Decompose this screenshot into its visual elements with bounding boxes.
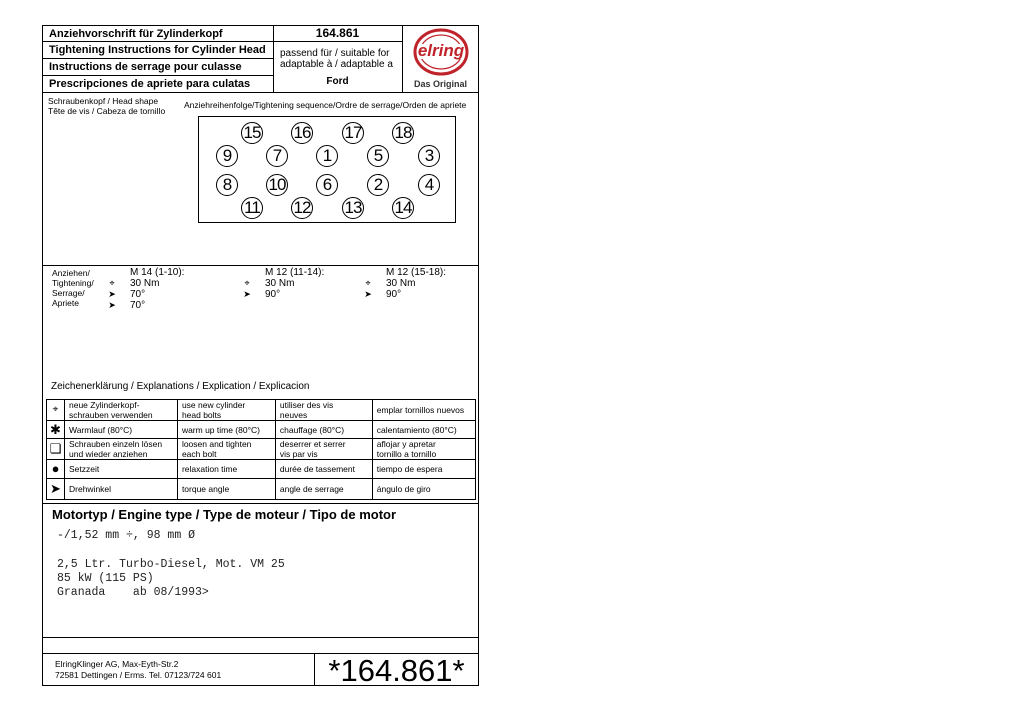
bolt-4: 4: [418, 174, 440, 196]
tightening-label-fr: Serrage/: [52, 288, 85, 298]
engine-title: Motortyp / Engine type / Type de moteur / Tipo de motor: [52, 507, 397, 522]
legend-table: [46, 399, 476, 500]
head-shape-label-2: Tête de vis / Cabeza de tornillo: [48, 106, 166, 116]
tightening-label-en: Tightening/: [52, 278, 94, 288]
tightening-label-de: Anziehen/: [52, 268, 90, 278]
title-de: Anziehvorschrift für Zylinderkopf: [49, 28, 223, 40]
legend-text-en: torque angle: [177, 479, 275, 500]
arrow-icon: ➤: [243, 289, 251, 299]
legend-text-fr: deserrer et serrer vis par vis: [275, 439, 372, 460]
bolt-7: 7: [266, 145, 288, 167]
bolt-8: 8: [216, 174, 238, 196]
arrow-icon: ➤: [108, 289, 116, 299]
tightening-step: [105, 289, 184, 300]
tightening-label-es: Apriete: [52, 298, 79, 308]
legend-text-es: ángulo de giro: [372, 479, 475, 500]
legend-text-de: Schrauben einzeln lösen und wieder anziehen: [65, 439, 178, 460]
bolt-13: 13: [342, 197, 364, 219]
bolt-14: 14: [392, 197, 414, 219]
engine-line-4: Granada ab 08/1993>: [57, 586, 209, 599]
tightening-step-value: 90°: [265, 289, 281, 300]
tightening-group: [105, 267, 184, 311]
bolt-17: 17: [342, 122, 364, 144]
bolt-11: 11: [241, 197, 263, 219]
tightening-step-value: 70°: [130, 289, 146, 300]
legend-text-en: relaxation time: [177, 460, 275, 479]
engine-line-3: 85 kW (115 PS): [57, 572, 154, 585]
legend-text-en: use new cylinder head bolts: [177, 400, 275, 421]
bolt-6: 6: [316, 174, 338, 196]
square-icon: ❏: [47, 439, 65, 460]
legend-row: [47, 400, 476, 421]
company-line-2: 72581 Dettingen / Erms. Tel. 07123/724 601: [55, 670, 222, 680]
legend-text-es: tiempo de espera: [372, 460, 475, 479]
tightening-step: [240, 278, 324, 289]
suitable-line-1: passend für / suitable for: [280, 48, 390, 59]
vehicle-make: Ford: [326, 76, 349, 87]
tightening-step: [361, 278, 446, 289]
new-bolt-icon: ⌖: [244, 278, 250, 288]
new-bolt-icon: ⌖: [365, 278, 371, 288]
arrow-icon: ➤: [47, 479, 65, 500]
legend-text-es: calentamiento (80°C): [372, 421, 475, 439]
legend-text-de: Drehwinkel: [65, 479, 178, 500]
header-bottom-rule: [42, 92, 479, 93]
legend-row: [47, 460, 476, 479]
part-number: 164.861: [315, 26, 360, 40]
legend-text-es: emplar tornillos nuevos: [372, 400, 475, 421]
sequence-diagram: [198, 116, 456, 223]
legend-text-fr: chauffage (80°C): [275, 421, 372, 439]
bolt-10: 10: [266, 174, 288, 196]
header-rule-2: [42, 58, 273, 59]
bolt-3: 3: [418, 145, 440, 167]
legend-text-fr: angle de serrage: [275, 479, 372, 500]
arrow-icon: ➤: [364, 289, 372, 299]
tightening-step: [105, 278, 184, 289]
bolt-2: 2: [367, 174, 389, 196]
tightening-step-value: 30 Nm: [265, 278, 295, 289]
tightening-group-title: M 12 (15-18):: [386, 267, 447, 278]
arrow-icon: ➤: [108, 300, 116, 310]
footer-rule-1: [42, 637, 479, 638]
elring-logo-text: elring: [417, 41, 465, 60]
tightening-step-value: 30 Nm: [130, 278, 160, 289]
elring-logo: [412, 28, 470, 78]
engine-line-1: -/1,52 mm ÷, 98 mm Ø: [57, 529, 196, 542]
sequence-label: Anziehreihenfolge/Tightening sequence/Ordre de serrage/Orden de apriete: [184, 100, 467, 110]
head-shape-label-1: Schraubenkopf / Head shape: [48, 96, 159, 106]
title-en: Tightening Instructions for Cylinder Head: [49, 44, 266, 56]
logo-tagline: Das Original: [413, 79, 467, 89]
tightening-step: [361, 289, 446, 300]
legend-row: [47, 479, 476, 500]
header-rule-1: [42, 41, 402, 42]
tightening-step: [105, 300, 184, 311]
bolt-18: 18: [392, 122, 414, 144]
legend-text-es: aflojar y apretar tornillo a tornillo: [372, 439, 475, 460]
legend-row: [47, 421, 476, 439]
legend-text-fr: utiliser des vis neuves: [275, 400, 372, 421]
legend-row: [47, 439, 476, 460]
company-line-1: ElringKlinger AG, Max-Eyth-Str.2: [55, 659, 179, 669]
tightening-label: [52, 268, 94, 308]
legend-text-en: warm up time (80°C): [177, 421, 275, 439]
barcode-text: *164.861*: [328, 653, 465, 688]
legend-text-de: neue Zylinderkopf- schrauben verwenden: [65, 400, 178, 421]
suitable-line-2: adaptable à / adaptable a: [280, 59, 393, 70]
bolt-1: 1: [316, 145, 338, 167]
new-bolt-icon: ⌖: [109, 278, 115, 288]
asterisk-icon: ✱: [47, 421, 65, 439]
bolt-5: 5: [367, 145, 389, 167]
bolt-15: 15: [241, 122, 263, 144]
bolt-16: 16: [291, 122, 313, 144]
tightening-step-value: 30 Nm: [386, 278, 416, 289]
tightening-group-title: M 12 (11-14):: [265, 267, 325, 278]
title-es: Prescripciones de apriete para culatas: [49, 78, 251, 90]
legend-text-de: Setzzeit: [65, 460, 178, 479]
legend-text-de: Warmlauf (80°C): [65, 421, 178, 439]
tightening-step-value: 90°: [386, 289, 402, 300]
legend-title: Zeichenerklärung / Explanations / Explication / Explicacion: [51, 381, 310, 392]
dot-icon: ●: [47, 460, 65, 479]
legend-text-fr: durée de tassement: [275, 460, 372, 479]
engine-top-rule: [42, 503, 479, 504]
tightening-step: [240, 289, 324, 300]
diagram-bottom-rule: [42, 265, 479, 266]
title-fr: Instructions de serrage pour culasse: [49, 61, 242, 73]
tightening-group: [240, 267, 324, 300]
engine-line-2: 2,5 Ltr. Turbo-Diesel, Mot. VM 25: [57, 558, 285, 571]
bolt-12: 12: [291, 197, 313, 219]
tightening-group: [361, 267, 446, 300]
new-bolt-icon: ⌖: [47, 400, 65, 421]
tightening-step-value: 70°: [130, 300, 146, 311]
legend-text-en: loosen and tighten each bolt: [177, 439, 275, 460]
header-rule-3: [42, 75, 273, 76]
bolt-9: 9: [216, 145, 238, 167]
tightening-group-title: M 14 (1-10):: [130, 267, 185, 278]
